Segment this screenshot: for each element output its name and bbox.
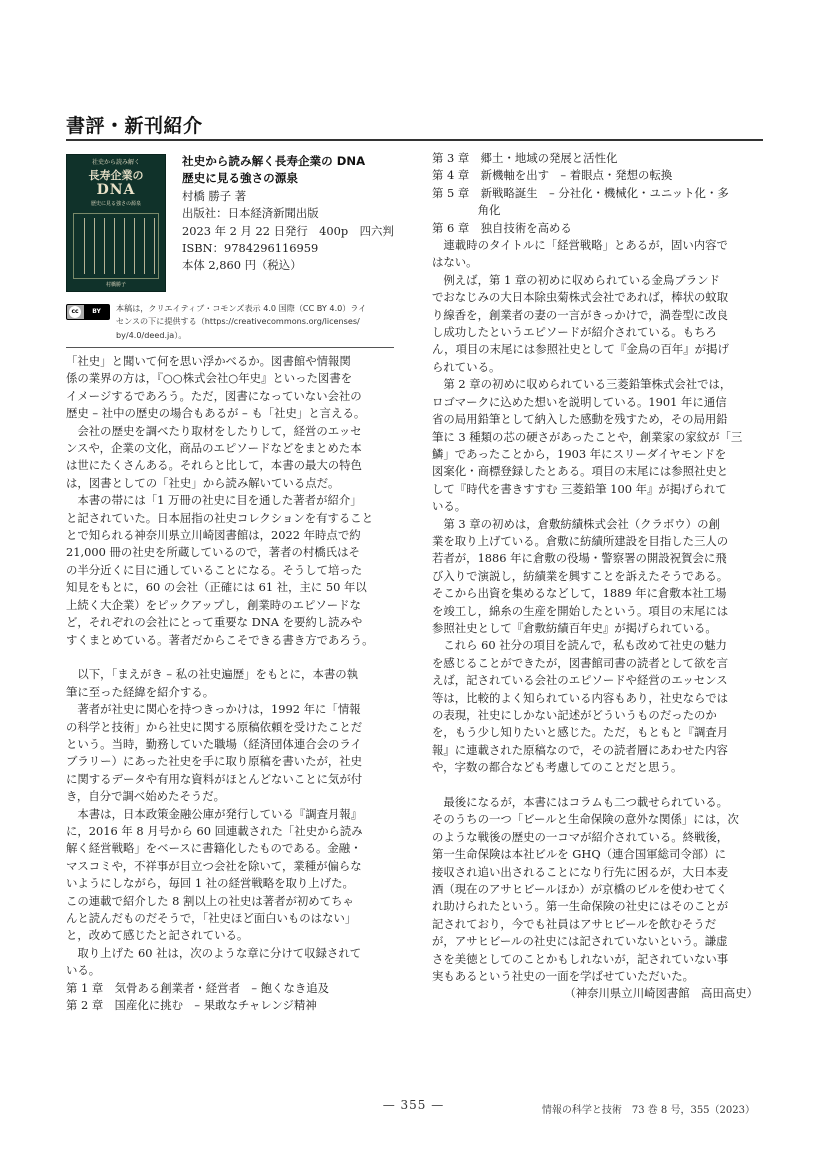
text-line: んと読んだものだそうで，「社史ほど面白いものはない」 — [66, 910, 357, 925]
by-icon: BY — [84, 305, 109, 319]
text-line: れ助けられたという。第一生命保険の社史にはそのことが — [432, 899, 729, 914]
text-line: き，自分で調べ始めたそうだ。 — [66, 789, 226, 804]
text-line: そこから出資を集めるなどして，1889 年に倉敷本社工場 — [432, 586, 727, 601]
left-column — [66, 353, 398, 1014]
text-line: えば，記されている会社のエピソードや経営のエッセンス — [432, 673, 728, 688]
text-line: 筆に至った経緯を紹介する。 — [66, 684, 215, 699]
text-line: 係の業界の方は，『○○株式会社○年史』といった図書を — [66, 371, 353, 386]
text-line: 第 5 章 新戦略誕生 – 分社化・機械化・ユニット化・多 — [432, 185, 729, 200]
text-line: の半分近くに目に通していることになる。そうして培った — [66, 562, 363, 577]
book-author: 村橋 勝子 著 — [182, 188, 247, 203]
text-line: 業を取り上げている。倉敷に紡績所建設を目指した三人の — [432, 533, 729, 548]
text-line: 本書の帯には「1 万冊の社史に目を通した著者が紹介」 — [66, 493, 362, 508]
cover-band — [73, 213, 159, 279]
text-line: 連載時のタイトルに「経営戦略」とあるが，固い内容で — [432, 238, 728, 253]
text-line: の科学と技術」から社史に関する原稿依頼を受けたことだ — [66, 719, 363, 734]
text-line: マスコミや，不祥事が目立つ会社を除いて，業種が偏らな — [66, 858, 362, 873]
text-line: して『時代を書きすすむ 三菱鉛筆 100 年』が掲げられて — [432, 481, 727, 496]
book-published: 2023 年 2 月 22 日発行 400p 四六判 — [182, 223, 394, 238]
text-line: 取り上げた 60 社は，次のような章に分けて収録されて — [66, 945, 362, 960]
divider — [66, 347, 394, 348]
text-line: 記されており，今でも社員はアサヒビールを飲むそうだ — [432, 916, 717, 931]
text-line: いる。 — [66, 963, 101, 978]
book-subtitle: 歴史に見る強さの源泉 — [182, 171, 298, 186]
text-line: 21,000 冊の社史を所蔵しているので，著者の村橋氏はそ — [66, 545, 360, 560]
text-line: 第 3 章 郷土・地域の発展と活性化 — [432, 151, 618, 165]
text-line: は，図書としての「社史」から読み解いている点だ。 — [66, 475, 340, 490]
license-text — [116, 302, 406, 342]
section-title: 書評・新刊紹介 — [66, 115, 203, 137]
cover-line-1: 社史から読み解く — [91, 159, 140, 166]
journal-citation: 情報の科学と技術 73 巻 8 号，355（2023） — [541, 1105, 755, 1116]
text-line: これら 60 社分の項目を読んで，私も改めて社史の魅力 — [432, 638, 727, 653]
license-line: by/4.0/deed.ja）。 — [116, 329, 187, 340]
text-line: に関するデータや有用な資料がほとんどないことに気が付 — [66, 771, 363, 786]
text-line: さを美徳としてのことかもしれないが，記されていない事 — [432, 951, 729, 966]
book-title: 社史から読み解く長寿企業の DNA — [182, 154, 366, 168]
text-line: 省の局用鉛筆として納入した感動を残すため，その局用鉛 — [432, 412, 728, 427]
text-line: 第 6 章 独自技術を高める — [432, 220, 572, 235]
cover-author: 村橋勝子 — [105, 282, 126, 288]
text-line: 若者が，1886 年に倉敷の役場・警察署の開設祝賀会に飛 — [432, 551, 727, 566]
book-cover-image — [66, 154, 166, 292]
right-column — [432, 150, 764, 1003]
text-line: 上続く大企業）をピックアップし，創業時のエピソードな — [66, 597, 361, 612]
text-line: 酒（現在のアサヒビールほか）が京橋のビルを使わせてく — [432, 882, 728, 897]
license-line: センスの下に提供する（https://creativecommons.org/licenses/ — [116, 316, 360, 327]
text-line: とで知られる神奈川県立川崎図書館は，2022 年時点で約 — [66, 528, 361, 543]
text-line: 最後になるが，本書にはコラムも二つ載せられている。 — [432, 795, 729, 810]
cover-line-2: 長寿企業の — [88, 169, 144, 182]
license-line: 本稿は，クリエイティブ・コモンズ表示 4.0 国際（CC BY 4.0）ライ — [116, 303, 367, 313]
text-line: 報』に連載された原稿なので，その読者層にあわせた内容 — [432, 742, 728, 757]
text-line: は世にたくさんある。それらと比して，本書の最大の特色 — [66, 458, 362, 473]
text-line: 第 2 章の初めに収められている三菱鉛筆株式会社では， — [432, 377, 732, 392]
blank-line — [432, 777, 764, 794]
text-line: 図案化・商標登録したとある。項目の末尾には参照社史と — [432, 464, 729, 479]
text-line: 会社の歴史を調べたり取材をしたりして，経営のエッセ — [66, 423, 362, 438]
text-line: 第 4 章 新機軸を出す – 着眼点・発想の転換 — [432, 168, 673, 183]
text-line: この連載で紹介した 8 割以上の社史は著者が初めてちゃ — [66, 893, 354, 908]
text-line: いようにしながら，毎回 1 社の経営戦略を取り上げた。 — [66, 876, 354, 891]
text-line: 第 3 章の初めは，倉敷紡績株式会社（クラボウ）の創 — [432, 516, 720, 531]
text-line: 「社史」と聞いて何を思い浮かべるか。図書館や情報関 — [66, 354, 351, 368]
reviewer-signature: （神奈川県立川崎図書館 高田高史） — [564, 986, 758, 1001]
text-line: 第一生命保険は本社ビルを GHQ（連合国軍総司令部）に — [432, 847, 726, 862]
cover-line-4: 歴史に見る強さの源泉 — [90, 201, 141, 207]
text-line: 知見をもとに，60 の会社（正確には 61 社，主に 50 年以 — [66, 580, 367, 595]
text-line: 本書は，日本政策金融公庫が発行している『調査月報』 — [66, 806, 363, 821]
text-line: られている。 — [432, 359, 501, 374]
book-info — [182, 153, 402, 275]
text-line: し成功したというエピソードが紹介されている。もちろ — [432, 325, 717, 340]
text-line: り線香を，創業者の妻の一言がきっかけで，渦巻型に改良 — [432, 307, 728, 322]
text-line: 等は，比較的よく知られている内容もあり，社史ならでは — [432, 690, 729, 705]
cover-line-3: DNA — [96, 182, 136, 198]
blank-line — [66, 649, 398, 666]
text-line: 鱗」であったことから，1903 年にスリーダイヤモンドを — [432, 446, 727, 461]
text-line: ん，項目の末尾には参照社史として『金鳥の百年』が掲げ — [432, 342, 729, 357]
text-line: 第 1 章 気骨ある創業者・経営者 – 飽くなき追及 — [66, 980, 330, 995]
title-rule — [66, 139, 763, 141]
text-line: 接収され追い出されることになり行先に困るが，大日本麦 — [432, 864, 729, 879]
text-line: の表現，社史にしかない記述がどういうものだったのか — [432, 708, 717, 722]
text-line: ンスや，企業の文化，商品のエピソードなどをまとめた本 — [66, 441, 362, 456]
text-line: でおなじみの大日本除虫菊株式会社であれば，棒状の蚊取 — [432, 290, 729, 305]
text-line: を，もう少し知りたいと感じた。ただ，もともと『調査月 — [432, 725, 729, 740]
book-publisher: 出版社：日本経済新聞出版 — [182, 206, 319, 221]
text-line: そのうちの一つ「ビールと生命保険の意外な関係」には，次 — [432, 812, 739, 827]
text-line: と，改めて感じたと記されている。 — [66, 928, 249, 943]
cc-icon: cc — [69, 306, 81, 318]
text-line: 実もあるという社史の一面を学ばせていただいた。 — [432, 969, 694, 984]
text-line: と記されていた。日本屈指の社史コレクションを有すること — [66, 510, 374, 525]
text-line: が，アサヒビールの社史には記されていないという。謙虚 — [432, 934, 728, 949]
text-line: イメージするであろう。ただ，図書になっていない会社の — [66, 388, 362, 403]
text-line: を竣工し，綿糸の生産を開始したという。項目の末尾には — [432, 603, 729, 618]
book-isbn: ISBN：9784296116959 — [182, 241, 319, 256]
text-line: という。当時，勤務していた職場（経済団体連合会のライ — [66, 736, 362, 751]
text-line: はない。 — [432, 255, 478, 270]
text-line: 解く経営戦略」をベースに書籍化したものである。金融・ — [66, 841, 362, 856]
text-line: や，字数の都合なども考慮してのことだと思う。 — [432, 760, 683, 775]
text-line: すくまとめている。著者だからこそできる書き方であろう。 — [66, 632, 374, 647]
text-line: 角化 — [432, 203, 501, 218]
text-line: 第 2 章 国産化に挑む – 果敢なチャレンジ精神 — [66, 998, 317, 1013]
text-line: 歴史 – 社中の歴史の場合もあるが – も「社史」と言える。 — [66, 406, 366, 421]
text-line: ブラリー）にあった社史を手に取り原稿を書いたが，社史 — [66, 754, 363, 769]
text-line: のような戦後の歴史の一コマが紹介されている。終戦後， — [432, 829, 729, 844]
text-line: 著者が社史に関心を持つきっかけは，1992 年に「情報 — [66, 702, 361, 717]
text-line: いる。 — [432, 499, 467, 514]
cc-by-badge-icon — [66, 304, 110, 320]
text-line: 筆に 3 種類の芯の硬さがあったことや，創業家の家紋が「三 — [432, 429, 743, 444]
text-line: を感じることができたが，図書館司書の読者として欲を言 — [432, 655, 729, 670]
text-line: 参照社史として『倉敷紡績百年史』が掲げられている。 — [432, 620, 717, 635]
page-number: — 355 — — [382, 1098, 445, 1112]
book-price: 本体 2,860 円（税込） — [182, 258, 302, 273]
text-line: び入りで演説し，紡績業を興すことを訴えたそうである。 — [432, 568, 729, 583]
text-line: 例えば，第 1 章の初めに収められている金鳥ブランド — [432, 272, 720, 287]
text-line: ロゴマークに込めた想いを説明している。1901 年に通信 — [432, 394, 727, 409]
text-line: ど，それぞれの会社にとって重要な DNA を要約し読みや — [66, 615, 363, 630]
text-line: に，2016 年 8 月号から 60 回連載された「社史から読み — [66, 823, 363, 838]
text-line: 以下，「まえがき – 私の社史遍歴」をもとに，本書の執 — [66, 667, 359, 682]
